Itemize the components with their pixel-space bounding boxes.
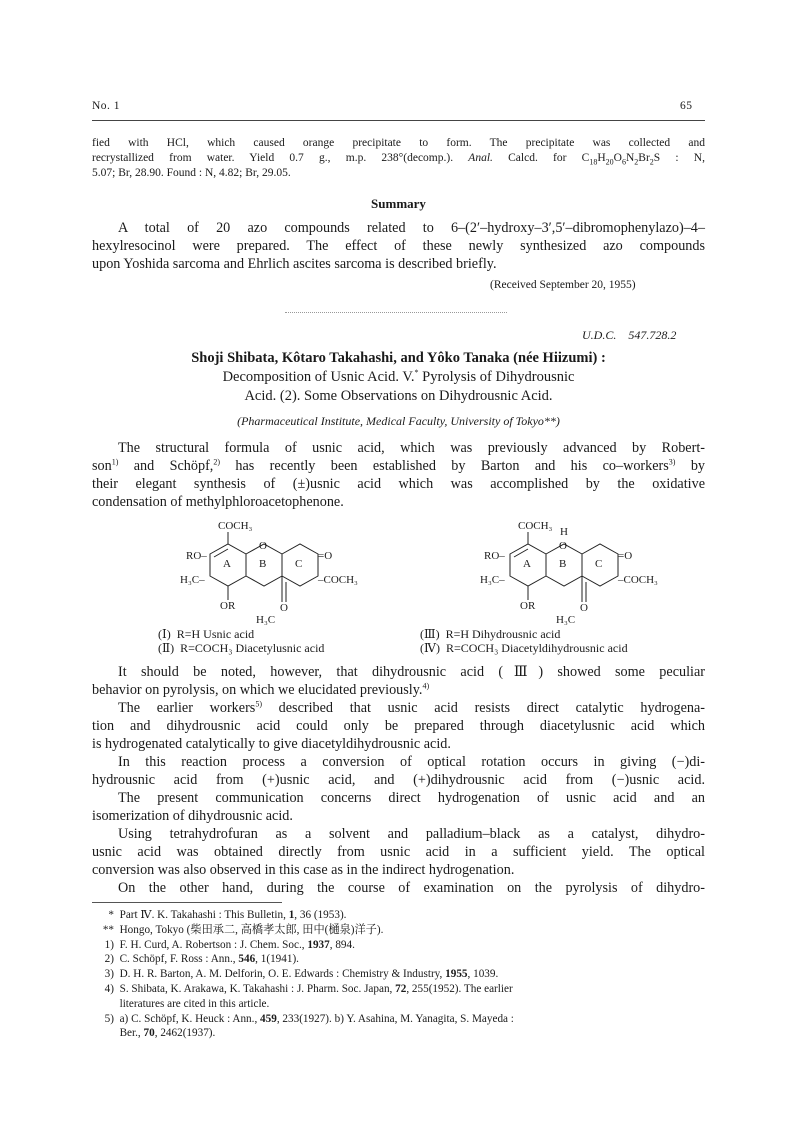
structure-dihydrousnic-acid — [470, 518, 680, 630]
right-ring-a: A — [523, 558, 531, 570]
right-h3c-bottom: H₃C — [556, 614, 576, 626]
footnote-ref-3: 3) D. H. R. Barton, A. M. Delforin, O. E. Edwards : Chemistry & Industry, 1955, 1039. — [104, 968, 499, 981]
para6-line-2: usnic acid was obtained directly from usnic acid in a sufficient yield. The optical — [92, 844, 705, 860]
intro-line-3: 5.07; Br, 28.90. Found : N, 4.82; Br, 29.05. — [92, 167, 291, 179]
left-ring-c: C — [295, 558, 303, 570]
article-authors: Shoji Shibata, Kôtaro Takahashi, and Yôko Tanaka (née Hiizumi) : — [191, 350, 606, 366]
footnote-ref-1: 1) F. H. Curd, A. Robertson : J. Chem. Soc., 1937, 894. — [104, 938, 355, 951]
right-ring-oxygen: O — [559, 540, 567, 552]
intro-line-1: fied with HCl, which caused orange precipitate to form. The precipitate was collected and — [92, 137, 705, 149]
right-top-coch3: COCH₃ — [518, 520, 553, 532]
para7-line-1: On the other hand, during the course of examination on the pyrolysis of dihydro- — [118, 880, 705, 896]
legend-compound-2: (Ⅱ) R=COCH₃ Diacetylusnic acid — [158, 641, 325, 655]
legend-compound-4: (Ⅳ) R=COCH₃ Diacetyldihydrousnic acid — [420, 641, 628, 655]
left-ring-oxygen: O — [259, 540, 267, 552]
left-or: OR — [220, 600, 236, 612]
footnote-ref-5-cont: Ber., 70, 2462(1937). — [119, 1027, 216, 1040]
article-title-line-2: Acid. (2). Some Observations on Dihydrousnic Acid. — [244, 388, 553, 404]
right-hydrogen: H — [560, 526, 568, 538]
para1-line-4: condensation of methylphloroacetophenone. — [92, 494, 344, 510]
para1-line-3: their elegant synthesis of (±)usnic acid which was accomplished by the oxidative — [92, 476, 705, 492]
left-o-bottom: O — [280, 602, 288, 614]
para2-line-2: behavior on pyrolysis, on which we elucidated previously.$^{4)}$ — [92, 681, 430, 698]
right-ro: RO– — [484, 550, 505, 562]
left-ring-a: A — [223, 558, 231, 570]
article-title-line-1: Decomposition of Usnic Acid. V.* Pyrolysis of Dihydrousnic — [222, 368, 575, 385]
para5-line-1: The present communication concerns direct hydrogenation of usnic acid and an — [118, 790, 705, 806]
left-ring-b: B — [259, 558, 267, 570]
footnote-ref-4: 4) S. Shibata, K. Arakawa, K. Takahashi : J. Pharm. Soc. Japan, 72, 255(1952). The earlier — [104, 982, 513, 995]
summary-line-3: upon Yoshida sarcoma and Ehrlich ascites sarcoma is described briefly. — [92, 256, 497, 272]
footnote-ref-4-cont: literatures are cited in this article. — [119, 997, 270, 1010]
right-ketone: =O — [618, 550, 633, 562]
footnote-part-iv: * Part Ⅳ. K. Takahashi : This Bulletin, 1, 36 (1953). — [108, 909, 347, 921]
left-top-coch3: COCH₃ — [218, 520, 253, 532]
footnote-rule — [92, 902, 282, 903]
para1-line-1: The structural formula of usnic acid, which was previously advanced by Robert- — [118, 440, 705, 456]
article-affiliation: (Pharmaceutical Institute, Medical Faculty, University of Tokyo**) — [237, 414, 560, 428]
left-h3c: H₃C– — [180, 574, 205, 586]
left-ketone: =O — [318, 550, 333, 562]
para6-line-1: Using tetrahydrofuran as a solvent and palladium–black as a catalyst, dihydro- — [118, 826, 705, 842]
summary-line-2: hexylresocinol were prepared. The effect of these newly synthesized azo compounds — [92, 238, 705, 254]
para6-line-3: conversion was also observed in this case as in the indirect hydrogenation. — [92, 862, 515, 878]
summary-heading: Summary — [371, 196, 426, 211]
left-coch3: –COCH₃ — [318, 574, 358, 586]
right-or: OR — [520, 600, 536, 612]
para2-line-1: It should be noted, however, that dihydrousnic acid (Ⅲ) showed some peculiar — [118, 664, 705, 680]
right-h3c: H₃C– — [480, 574, 505, 586]
udc-code: U.D.C. 547.728.2 — [582, 328, 677, 342]
summary-line-1: A total of 20 azo compounds related to 6–(2′–hydroxy–3′,5′–dibromophenylazo)–4– — [118, 220, 705, 236]
right-coch3: –COCH₃ — [618, 574, 658, 586]
para4-line-1: In this reaction process a conversion of optical rotation occurs in giving (−)di- — [118, 754, 705, 770]
left-ro: RO– — [186, 550, 207, 562]
header-rule — [92, 120, 705, 121]
right-ring-b: B — [559, 558, 567, 570]
para5-line-2: isomerization of dihydrousnic acid. — [92, 808, 293, 824]
legend-compound-1: (Ⅰ) R=H Usnic acid — [158, 627, 255, 641]
section-divider — [285, 312, 507, 313]
intro-line-2: recrystallized from water. Yield 0.7 g., m.p. 238°(decomp.). Anal. Calcd. for $C_{18}H_{20}O_6N_2Br_2S$ : N, — [92, 152, 705, 167]
journal-issue-number: No. 1 — [92, 100, 121, 112]
page-number: 65 — [680, 100, 693, 112]
para3-line-2: tion and dihydrousnic acid could only be prepared through diacetylusnic acid which — [92, 718, 705, 734]
footnote-ref-2: 2) C. Schöpf, F. Ross : Ann., 546, 1(1941). — [104, 953, 299, 966]
right-ring-c: C — [595, 558, 603, 570]
left-h3c-bottom: H₃C — [256, 614, 276, 626]
para4-line-2: hydrousnic acid from (+)usnic acid, and (+)dihydrousnic acid from (−)usnic acid. — [92, 772, 705, 788]
para3-line-1: The earlier workers$^{5)}$ described that usnic acid resists direct catalytic hydrogena- — [118, 699, 705, 716]
footnote-ref-5: 5) a) C. Schöpf, K. Heuck : Ann., 459, 233(1927). b) Y. Asahina, M. Yanagita, S. Mayeda : — [104, 1012, 514, 1025]
right-o-bottom: O — [580, 602, 588, 614]
footnote-address: ** Hongo, Tokyo (柴田承二, 高橋孝太郎, 田中(樋泉)洋子). — [102, 923, 384, 936]
para3-line-3: is hydrogenated catalytically to give diacetyldihydrousnic acid. — [92, 736, 451, 752]
structure-usnic-acid — [170, 518, 370, 630]
para1-line-2: son$^{1)}$ and Schöpf,$^{2)}$ has recently been established by Barton and his co–workers$^{3)}$ by — [92, 457, 706, 474]
received-date: (Received September 20, 1955) — [490, 279, 636, 291]
footnotes — [92, 908, 705, 1041]
legend-compound-3: (Ⅲ) R=H Dihydrousnic acid — [420, 627, 561, 641]
